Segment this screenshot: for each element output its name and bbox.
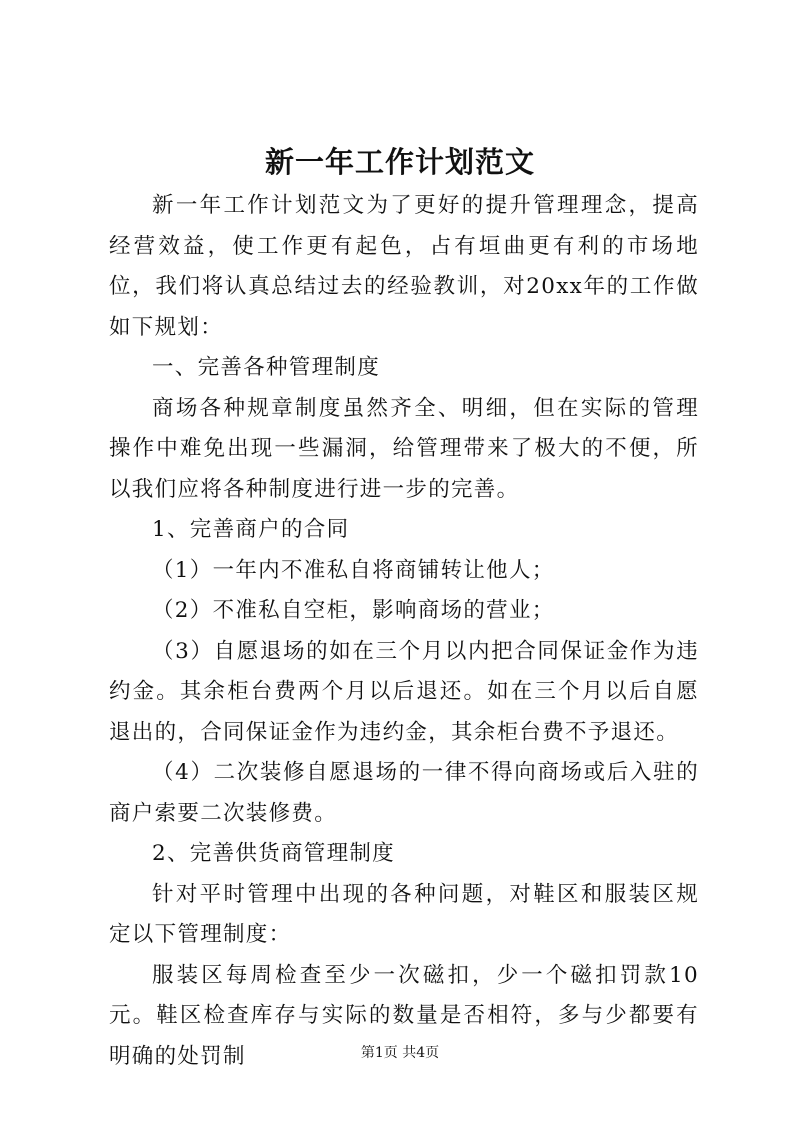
list-item: （1）一年内不准私自将商铺转让他人； (152, 557, 555, 583)
list-item: （3）自愿退场的如在三个月以内把合同保证金作为违约金。其余柜台费两个月以后退还。如在三个月以后自愿退出的，合同保证金作为违约金，其余柜台费不予退还。 (109, 638, 699, 745)
paragraph-intro: 新一年工作计划范文为了更好的提升管理理念，提高经营效益，使工作更有起色，占有垣曲更有利的市场地位，我们将认真总结过去的经验教训，对20xx年的工作做如下规划： (109, 193, 699, 340)
list-item: （4）二次装修自愿退场的一律不得向商场或后入驻的商户索要二次装修费。 (109, 760, 699, 826)
document-title: 新一年工作计划范文 (264, 145, 535, 179)
paragraph: 商场各种规章制度虽然齐全、明细，但在实际的管理操作中难免出现一些漏洞，给管理带来了极大的不便，所以我们应将各种制度进行进一步的完善。 (109, 395, 699, 502)
section-heading-1: 一、完善各种管理制度 (152, 355, 381, 380)
page-number-footer: 第1页 共4页 (360, 1045, 440, 1061)
document-body (109, 186, 699, 1077)
list-item: （2）不准私自空柜，影响商场的营业； (152, 598, 555, 623)
subsection-heading-1: 1、完善商户的合同 (152, 517, 350, 542)
paragraph: 服装区每周检查至少一次磁扣，少一个磁扣罚款10元。鞋区检查库存与实际的数量是否相符，多与少都要有明确的处罚制 (109, 962, 699, 1069)
paragraph: 针对平时管理中出现的各种问题，对鞋区和服装区规定以下管理制度： (109, 881, 699, 947)
subsection-heading-2: 2、完善供货商管理制度 (152, 841, 395, 866)
